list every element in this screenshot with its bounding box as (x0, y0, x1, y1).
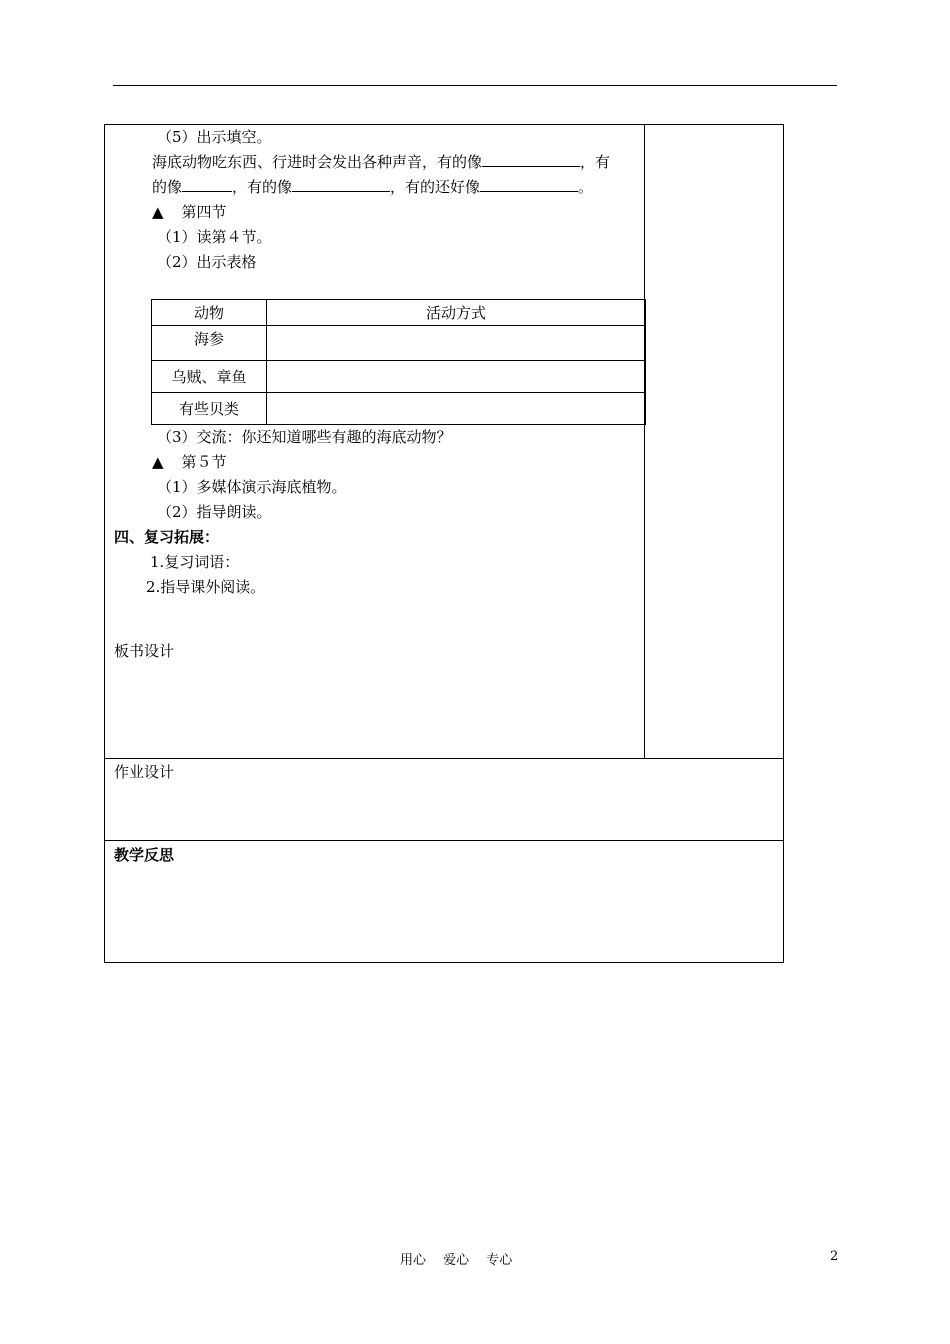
footer-motto: 用心 爱心 专心 (400, 1253, 513, 1268)
comma-you: ，有 (580, 153, 611, 171)
header-animal: 动物 (152, 300, 267, 326)
reflection-divider (104, 840, 784, 841)
fill-blank-line-1 (152, 152, 610, 172)
animal-cell: 有些贝类 (152, 393, 267, 425)
table-header-row (152, 300, 646, 326)
teaching-reflection-label: 教学反思 (114, 846, 175, 864)
section5-step1: （1）多媒体演示海底植物。 (157, 478, 347, 496)
blank-3 (292, 177, 390, 192)
method-cell (267, 393, 646, 425)
homework-design-label: 作业设计 (114, 763, 175, 781)
de-xiang: 的像 (152, 178, 183, 196)
section5-step2: （2）指导朗读。 (157, 503, 272, 521)
activity-table (151, 299, 646, 425)
blank-1 (482, 152, 580, 167)
animal-cell: 乌贼、章鱼 (152, 361, 267, 393)
table-row (152, 361, 646, 393)
sentence-start: 海底动物吃东西、行进时会发出各种声音，有的像 (152, 153, 483, 171)
sentence-end: 。 (578, 178, 594, 196)
fill-blank-line-2 (152, 177, 593, 197)
blank-2 (182, 177, 232, 192)
review-title: 四、复习拓展： (114, 528, 220, 546)
section4-step2: （2）出示表格 (157, 253, 257, 271)
table-row (152, 326, 646, 361)
review-item1: 1.复习词语： (150, 553, 240, 571)
exchange-question: （3）交流：你还知道哪些有趣的海底动物？ (157, 428, 452, 446)
fill-blank-title: （5）出示填空。 (157, 128, 272, 146)
section5-heading (152, 452, 227, 472)
method-cell (267, 326, 646, 361)
board-design-label: 板书设计 (114, 642, 175, 660)
section5-title: 第５节 (181, 453, 227, 471)
triangle-icon: ▲ (152, 453, 164, 471)
blank-4 (480, 177, 578, 192)
you-de-xiang: ，有的像 (232, 178, 293, 196)
you-de-hai-hao-xiang: ，有的还好像 (390, 178, 481, 196)
animal-cell: 海参 (152, 326, 267, 361)
section4-heading (152, 202, 227, 222)
section4-title: 第四节 (181, 203, 227, 221)
header-rule (113, 85, 837, 86)
header-method: 活动方式 (267, 300, 646, 326)
review-item2: 2.指导课外阅读。 (146, 578, 266, 596)
page-number: 2 (830, 1249, 839, 1264)
triangle-icon: ▲ (152, 203, 164, 221)
table-row (152, 393, 646, 425)
method-cell (267, 361, 646, 393)
homework-divider (104, 758, 784, 759)
section4-step1: （1）读第４节。 (157, 228, 272, 246)
notes-column-divider (644, 124, 645, 758)
